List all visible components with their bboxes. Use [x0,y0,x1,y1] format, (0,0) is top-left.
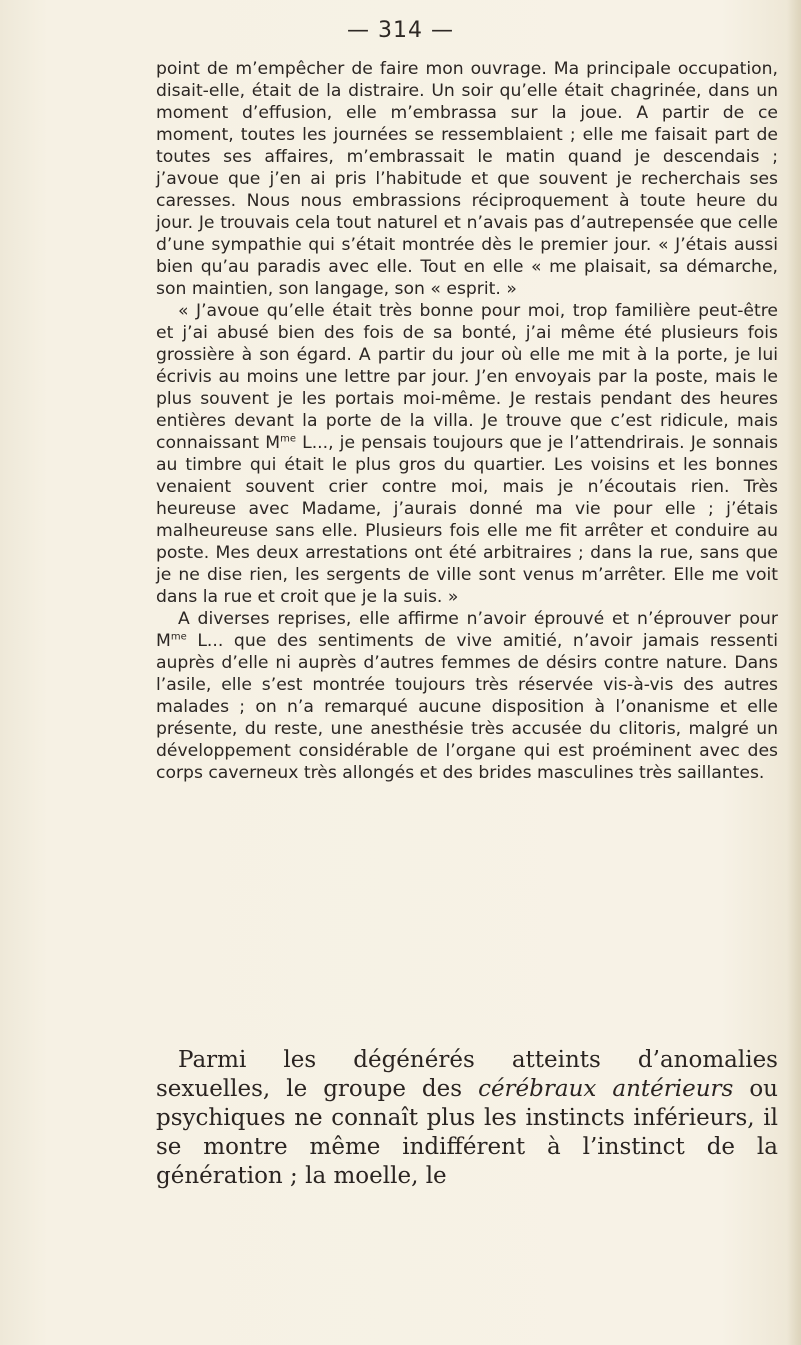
paragraph-1: point de m’empêcher de faire mon ouvrage. Ma principale occupation, disait-elle, était de la distraire. Un soir qu’elle était chagrinée, dans un moment d’effusion, elle m’embrassa sur la joue. A partir de ce moment, toutes les journées se ressemblaient ; elle me faisait part de toutes ses affaires, m’embrassait le matin quand je descendais ; j’avoue que j’en ai pris l’habitude et que souvent je recherchais ses caresses. Nous nous embrassions réciproquement à toute heure du jour. Je trouvais cela tout naturel et n’avais pas d’autrepensée que celle d’une sympathie qui s’était montrée dès le premier jour. « J’étais aussi bien qu’au paradis avec elle. Tout en elle « me plaisait, sa démarche, son maintien, son langage, son « esprit. » [156,59,778,299]
page-edge-shadow [787,0,801,1345]
paragraph-2-part-a: « J’avoue qu’elle était très bonne pour moi, trop familière peut-être et j’ai abusé bien des fois de sa bonté, j’ai même été plusieurs fois grossière à son égard. A partir du jour où elle me mit à la porte, je lui écrivis au moins une lettre par jour. J’en envoyais par la poste, mais le plus souvent je les portais moi-même. Je restais pendant des heures entières devant la porte de la villa. Je trouve que c’est ridicule, mais connaissant M [156,301,778,453]
paragraph-2-part-b: L..., je pensais toujours que je l’attendrirais. Je sonnais au timbre qui était le plus gros du quartier. Les voisins et les bonnes venaient souvent crier contre moi, mais je n’écoutais rien. Très heureuse avec Madame, j’aurais donné ma vie pour elle ; j’étais malheureuse sans elle. Plusieurs fois elle me fit arrêter et conduire au poste. Mes deux arrestations ont été arbitraires ; dans la rue, sans que je ne dise rien, les sergents de ville sont venus m’arrêter. Elle me voit dans la rue et croit que je la suis. » [156,433,778,607]
paragraph-3-part-a: A diverses reprises, elle affirme n’avoir éprouvé et n’éprouver pour M [156,609,778,651]
paragraph-2 [156,300,778,608]
closing-part-b: ou psychiques ne connaît plus les instincts inférieurs, il se montre même indifférent à l’instinct de la génération ; la moelle, le [156,1076,778,1189]
abbrev-madame: me [280,433,296,445]
closing-text [156,1046,778,1191]
paragraph-3-part-b: L... que des sentiments de vive amitié, n’avoir jamais ressenti auprès d’elle ni auprès d’autres femmes de désirs contre nature. Dans l’asile, elle s’est montrée toujours très réservée vis-à-vis des autres malades ; on n’a remarqué aucune disposition à l’onanisme et elle présente, du reste, une anesthésie très accusée du clitoris, malgré un développement considérable de l’organe qui est proéminent avec des corps caverneux très allongés et des brides masculines très saillantes. [156,631,778,783]
closing-part-a: Parmi les dégénérés atteints d’anomalies sexuelles, le groupe des [156,1047,778,1102]
closing-italic-term: cérébraux antérieurs [478,1076,734,1102]
closing-paragraph [156,1046,778,1191]
paragraph-3 [156,608,778,784]
abbrev-madame: me [170,631,187,643]
body-text [156,58,778,784]
page-number: — 314 — [347,18,454,43]
